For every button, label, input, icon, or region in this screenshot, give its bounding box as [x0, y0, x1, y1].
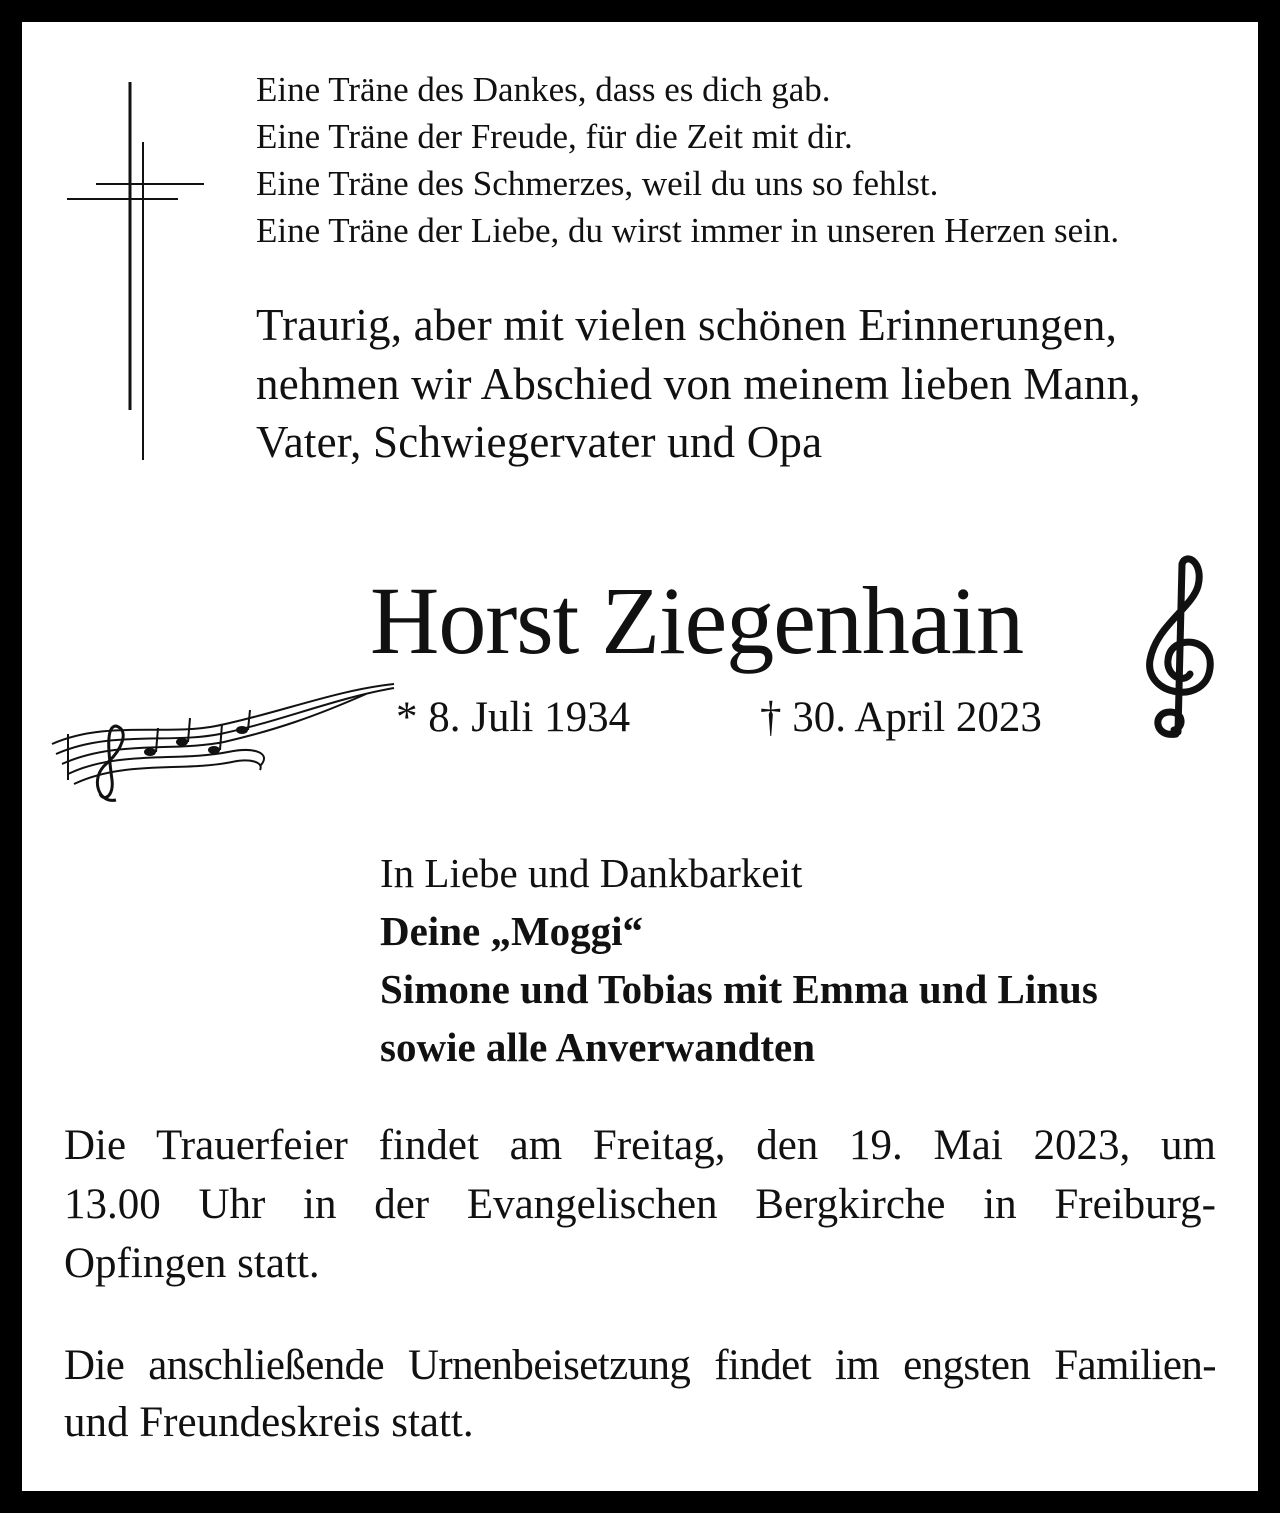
death-date: † 30. April 2023	[760, 694, 1042, 741]
intro-line-2: nehmen wir Abschied von meinem lieben Mann,	[256, 359, 1141, 409]
ceremony-line-2: 13.00 Uhr in der Evangelischen Bergkirche in Freiburg-	[64, 1181, 1216, 1228]
intro-line-1: Traurig, aber mit vielen schönen Erinnerungen,	[256, 300, 1118, 350]
double-cross-icon	[62, 76, 212, 466]
music-staff-ribbon-icon	[46, 680, 406, 810]
verse-line-3: Eine Träne des Schmerzes, weil du uns so fehlst.	[256, 164, 939, 203]
ceremony-line-3: Opfingen statt.	[64, 1240, 320, 1287]
intro-line-3: Vater, Schwiegervater und Opa	[256, 417, 823, 467]
mourners-intro: In Liebe und Dankbarkeit	[380, 850, 803, 896]
burial-line-2: und Freundeskreis statt.	[64, 1399, 474, 1446]
verse-line-1: Eine Träne des Dankes, dass es dich gab.	[256, 70, 831, 109]
burial-line-1: Die anschließende Urnenbeisetzung findet im engsten Familien-	[64, 1342, 1216, 1389]
treble-clef-icon	[1140, 556, 1220, 741]
mourner-line-1: Deine „Moggi“	[380, 908, 644, 954]
mourner-line-2: Simone und Tobias mit Emma und Linus	[380, 966, 1098, 1012]
deceased-name: Horst Ziegenhain	[370, 567, 1024, 674]
ceremony-line-1: Die Trauerfeier findet am Freitag, den 19. Mai 2023, um	[64, 1122, 1216, 1169]
verse-line-2: Eine Träne der Freude, für die Zeit mit dir.	[256, 117, 853, 156]
verse-line-4: Eine Träne der Liebe, du wirst immer in unseren Herzen sein.	[256, 211, 1120, 250]
mourner-line-3: sowie alle Anverwandten	[380, 1024, 816, 1070]
birth-date: * 8. Juli 1934	[396, 694, 631, 741]
